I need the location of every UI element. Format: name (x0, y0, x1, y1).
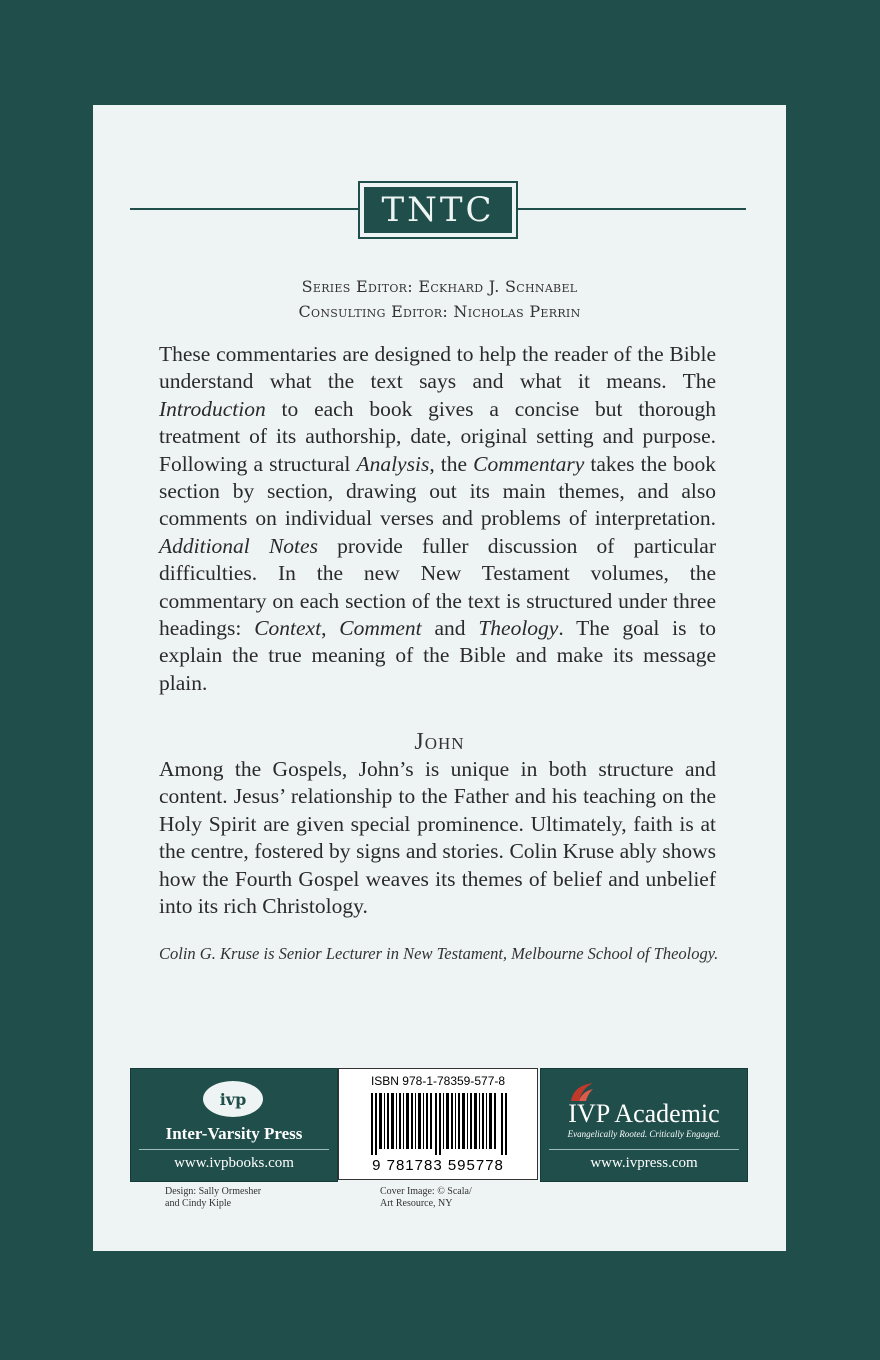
divider (139, 1149, 329, 1150)
series-description: These commentaries are designed to help the reader of the Bible understand what the text says and what it means. The Introduction to each book gives a concise but thorough treatment of its authorship, date, original setting and purpose. Following a structural Analysis, the Commentary takes the book section by section, drawing out its main themes, and also comments on individual verses and problems of interpretation. Additional Notes provide fuller discussion of particular difficulties. In the new New Testament volumes, the commentary on each section of the text is structured under three headings: Context, Comment and Theology. The goal is to explain the true meaning of the Bible and make its message plain. (159, 342, 717, 695)
isbn-label: ISBN 978-1-78359-577-8 (370, 1074, 506, 1088)
ivp-logo: ivp (203, 1081, 263, 1117)
book-title: John (414, 729, 465, 755)
ivp-academic-url: www.ivpress.com (590, 1155, 698, 1171)
logo-rule-left (130, 208, 358, 210)
ivp-academic-tagline: Evangelically Rooted. Critically Engaged. (567, 1129, 721, 1139)
author-note: Colin G. Kruse is Senior Lecturer in New Testament, Melbourne School of Theology. (159, 944, 719, 963)
book-blurb: Among the Gospels, John’s is unique in both structure and content. Jesus’ relationship to the Father and his teaching on the Holy Spirit are given special prominence. Ultimately, faith is at the centre, fostered by signs and stories. Colin Kruse ably shows how the Fourth Gospel weaves its themes of belief and unbelief into its rich Christology. (159, 757, 716, 919)
barcode-bars (371, 1093, 507, 1155)
series-logo (358, 181, 518, 239)
series-editor: Series Editor: Eckhard J. Schnabel (301, 277, 578, 296)
divider (549, 1149, 739, 1150)
cover-image-credit: Cover Image: © Scala/ Art Resource, NY (380, 1186, 472, 1209)
barcode (338, 1068, 538, 1180)
logo-rule-right (518, 208, 746, 210)
ivp-academic-box (540, 1068, 748, 1182)
ivp-publisher-box (130, 1068, 338, 1182)
series-logo-text: TNTC (364, 187, 512, 233)
ivp-academic-name: IVP Academic (568, 1099, 720, 1128)
design-credit: Design: Sally Ormesher and Cindy Kiple (165, 1186, 262, 1209)
ivp-publisher-name: Inter-Varsity Press (165, 1124, 303, 1143)
ivp-url: www.ivpbooks.com (174, 1155, 294, 1171)
isbn-digits: 9 781783 595778 (372, 1157, 504, 1174)
consulting-editor: Consulting Editor: Nicholas Perrin (298, 302, 581, 321)
